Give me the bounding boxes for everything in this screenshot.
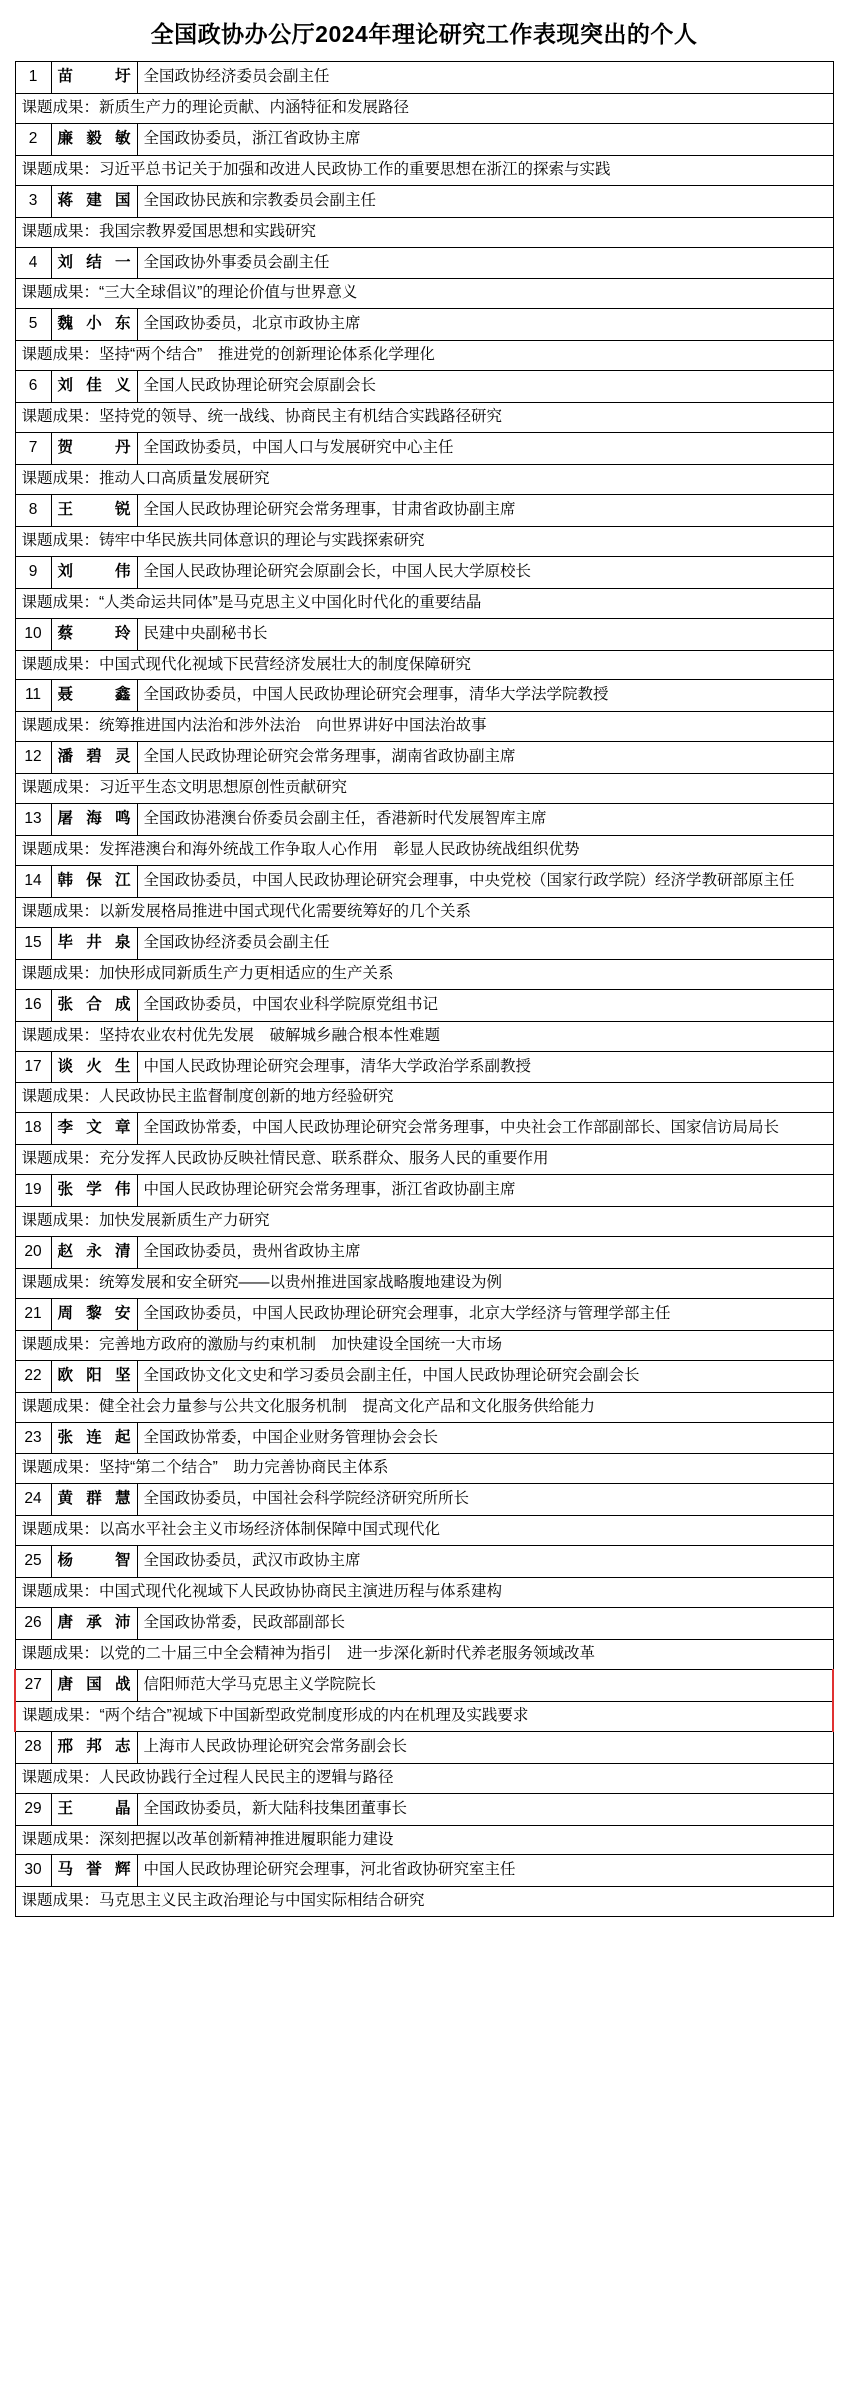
result-row xyxy=(15,650,833,680)
person-title: 全国人民政协理论研究会常务理事，湖南省政协副主席 xyxy=(137,742,833,774)
result-cell xyxy=(15,403,833,433)
result-row xyxy=(15,959,833,989)
result-cell xyxy=(15,1145,833,1175)
result-row xyxy=(15,341,833,371)
table-body xyxy=(15,62,833,1917)
person-title: 全国政协委员，北京市政协主席 xyxy=(137,309,833,341)
result-text: “人类命运共同体”是马克思主义中国化时代化的重要结晶 xyxy=(99,593,482,611)
result-label: 课题成果： xyxy=(21,902,100,920)
row-number: 27 xyxy=(15,1669,51,1701)
result-text: 我国宗教界爱国思想和实践研究 xyxy=(99,222,317,240)
result-row xyxy=(15,1083,833,1113)
person-name: 邢邦志 xyxy=(51,1731,137,1763)
result-row xyxy=(15,464,833,494)
result-text: 完善地方政府的激励与约束机制 加快建设全国统一大市场 xyxy=(99,1335,503,1353)
person-title: 全国人民政协理论研究会原副会长，中国人民大学原校长 xyxy=(137,556,833,588)
person-title: 全国政协委员，武汉市政协主席 xyxy=(137,1546,833,1578)
result-text: 统筹发展和安全研究——以贵州推进国家战略腹地建设为例 xyxy=(99,1273,503,1291)
table-row xyxy=(15,1113,833,1145)
table-row xyxy=(15,556,833,588)
person-title: 全国政协经济委员会副主任 xyxy=(137,62,833,94)
person-title: 全国政协委员，中国人民政协理论研究会理事，清华大学法学院教授 xyxy=(137,680,833,712)
result-text: 新质生产力的理论贡献、内涵特征和发展路径 xyxy=(99,98,410,116)
result-text: 习近平生态文明思想原创性贡献研究 xyxy=(99,779,348,797)
result-row xyxy=(15,1268,833,1298)
table-row xyxy=(15,1422,833,1454)
table-row xyxy=(15,865,833,897)
person-name: 刘结一 xyxy=(51,247,137,279)
person-name: 张连起 xyxy=(51,1422,137,1454)
person-name: 李文章 xyxy=(51,1113,137,1145)
row-number: 23 xyxy=(15,1422,51,1454)
result-row xyxy=(15,403,833,433)
result-text: 深刻把握以改革创新精神推进履职能力建设 xyxy=(99,1830,394,1848)
row-number: 17 xyxy=(15,1051,51,1083)
table-row xyxy=(15,62,833,94)
result-row xyxy=(15,1330,833,1360)
row-number: 19 xyxy=(15,1175,51,1207)
result-row xyxy=(15,279,833,309)
table-row xyxy=(15,927,833,959)
person-title: 全国政协委员，中国人口与发展研究中心主任 xyxy=(137,433,833,465)
result-cell xyxy=(15,897,833,927)
table-row xyxy=(15,309,833,341)
person-name: 蔡 玲 xyxy=(51,618,137,650)
result-label: 课题成果： xyxy=(21,1583,100,1601)
individuals-table xyxy=(14,61,834,1917)
person-title: 信阳师范大学马克思主义学院院长 xyxy=(137,1669,833,1701)
result-label: 课题成果： xyxy=(21,98,100,116)
result-label: 课题成果： xyxy=(21,1768,100,1786)
result-cell xyxy=(15,155,833,185)
result-cell xyxy=(15,1887,833,1917)
row-number: 6 xyxy=(15,371,51,403)
result-text: 加快发展新质生产力研究 xyxy=(99,1212,270,1230)
row-number: 18 xyxy=(15,1113,51,1145)
result-label: 课题成果： xyxy=(21,1397,100,1415)
person-name: 魏小东 xyxy=(51,309,137,341)
result-text: 以高水平社会主义市场经济体制保障中国式现代化 xyxy=(99,1521,441,1539)
person-title: 民建中央副秘书长 xyxy=(137,618,833,650)
person-title: 全国政协外事委员会副主任 xyxy=(137,247,833,279)
table-row xyxy=(15,1237,833,1269)
result-cell xyxy=(15,1268,833,1298)
person-title: 全国人民政协理论研究会常务理事，甘肃省政协副主席 xyxy=(137,494,833,526)
row-number: 14 xyxy=(15,865,51,897)
table-row xyxy=(15,1546,833,1578)
person-name: 苗 圩 xyxy=(51,62,137,94)
result-label: 课题成果： xyxy=(21,1645,100,1663)
result-label: 课题成果： xyxy=(21,1273,100,1291)
result-row xyxy=(15,93,833,123)
row-number: 4 xyxy=(15,247,51,279)
result-label: 课题成果： xyxy=(21,1026,100,1044)
result-cell xyxy=(15,464,833,494)
result-cell xyxy=(15,1083,833,1113)
result-text: 坚持“两个结合” 推进党的创新理论体系化学理化 xyxy=(99,346,435,364)
person-name: 张合成 xyxy=(51,989,137,1021)
result-label: 课题成果： xyxy=(21,408,100,426)
result-row xyxy=(15,1640,833,1670)
result-label: 课题成果： xyxy=(21,284,100,302)
table-row xyxy=(15,185,833,217)
result-text: 坚持“第二个结合” 助力完善协商民主体系 xyxy=(99,1459,389,1477)
person-title: 全国政协常委，中国人民政协理论研究会常务理事，中央社会工作部副部长、国家信访局局长 xyxy=(137,1113,833,1145)
table-row xyxy=(15,494,833,526)
result-text: 以新发展格局推进中国式现代化需要统筹好的几个关系 xyxy=(99,902,472,920)
table-row xyxy=(15,1298,833,1330)
result-label: 课题成果： xyxy=(21,1212,100,1230)
result-row xyxy=(15,1825,833,1855)
row-number: 7 xyxy=(15,433,51,465)
result-label: 课题成果： xyxy=(21,1150,100,1168)
result-text: 马克思主义民主政治理论与中国实际相结合研究 xyxy=(99,1892,425,1910)
person-title: 全国政协文化文史和学习委员会副主任，中国人民政协理论研究会副会长 xyxy=(137,1360,833,1392)
person-title: 中国人民政协理论研究会理事，清华大学政治学系副教授 xyxy=(137,1051,833,1083)
person-title: 全国人民政协理论研究会原副会长 xyxy=(137,371,833,403)
result-row xyxy=(15,836,833,866)
person-title: 上海市人民政协理论研究会常务副会长 xyxy=(137,1731,833,1763)
result-cell xyxy=(15,217,833,247)
row-number: 28 xyxy=(15,1731,51,1763)
result-label: 课题成果： xyxy=(21,841,100,859)
person-name: 刘 伟 xyxy=(51,556,137,588)
result-row xyxy=(15,1021,833,1051)
person-name: 谈火生 xyxy=(51,1051,137,1083)
result-text: 中国式现代化视域下人民政协协商民主演进历程与体系建构 xyxy=(99,1583,503,1601)
result-text: 坚持农业农村优先发展 破解城乡融合根本性难题 xyxy=(99,1026,441,1044)
person-name: 马誉辉 xyxy=(51,1855,137,1887)
result-label: 课题成果： xyxy=(21,1521,100,1539)
result-cell xyxy=(15,588,833,618)
person-name: 杨 智 xyxy=(51,1546,137,1578)
result-row xyxy=(15,1454,833,1484)
row-number: 10 xyxy=(15,618,51,650)
table-row xyxy=(15,1175,833,1207)
result-cell xyxy=(15,93,833,123)
table-row xyxy=(15,1855,833,1887)
result-cell xyxy=(15,341,833,371)
result-row xyxy=(15,1392,833,1422)
result-label: 课题成果： xyxy=(21,1335,100,1353)
result-label: 课题成果： xyxy=(21,531,100,549)
row-number: 24 xyxy=(15,1484,51,1516)
result-text: 铸牢中华民族共同体意识的理论与实践探索研究 xyxy=(99,531,425,549)
person-title: 全国政协委员，中国社会科学院经济研究所所长 xyxy=(137,1484,833,1516)
row-number: 3 xyxy=(15,185,51,217)
person-title: 全国政协常委，民政部副部长 xyxy=(137,1608,833,1640)
result-label: 课题成果： xyxy=(21,964,100,982)
result-cell xyxy=(15,1701,833,1731)
person-name: 潘碧灵 xyxy=(51,742,137,774)
person-name: 屠海鸣 xyxy=(51,804,137,836)
result-text: 坚持党的领导、统一战线、协商民主有机结合实践路径研究 xyxy=(99,408,503,426)
result-cell xyxy=(15,1021,833,1051)
person-title: 中国人民政协理论研究会理事，河北省政协研究室主任 xyxy=(137,1855,833,1887)
person-name: 贺 丹 xyxy=(51,433,137,465)
result-cell xyxy=(15,1640,833,1670)
person-title: 全国政协委员，贵州省政协主席 xyxy=(137,1237,833,1269)
result-row xyxy=(15,1763,833,1793)
result-text: 以党的二十届三中全会精神为指引 进一步深化新时代养老服务领域改革 xyxy=(99,1645,596,1663)
table-row xyxy=(15,1793,833,1825)
result-label: 课题成果： xyxy=(21,655,100,673)
result-label: 课题成果： xyxy=(21,160,100,178)
row-number: 21 xyxy=(15,1298,51,1330)
result-cell xyxy=(15,959,833,989)
person-name: 王 晶 xyxy=(51,1793,137,1825)
table-row xyxy=(15,618,833,650)
person-title: 全国政协常委，中国企业财务管理协会会长 xyxy=(137,1422,833,1454)
result-cell xyxy=(15,1392,833,1422)
result-text: 中国式现代化视域下民营经济发展壮大的制度保障研究 xyxy=(99,655,472,673)
person-name: 唐承沛 xyxy=(51,1608,137,1640)
person-title: 全国政协委员，中国农业科学院原党组书记 xyxy=(137,989,833,1021)
table-row xyxy=(15,742,833,774)
result-row xyxy=(15,897,833,927)
result-text: 健全社会力量参与公共文化服务机制 提高文化产品和文化服务供给能力 xyxy=(99,1397,596,1415)
person-name: 聂 鑫 xyxy=(51,680,137,712)
person-name: 唐国战 xyxy=(51,1669,137,1701)
result-label: 课题成果： xyxy=(21,1088,100,1106)
row-number: 9 xyxy=(15,556,51,588)
result-label: 课题成果： xyxy=(21,469,100,487)
person-name: 韩保江 xyxy=(51,865,137,897)
result-cell xyxy=(15,1578,833,1608)
person-title: 全国政协港澳台侨委员会副主任，香港新时代发展智库主席 xyxy=(137,804,833,836)
result-row xyxy=(15,1516,833,1546)
person-name: 王 锐 xyxy=(51,494,137,526)
result-row xyxy=(15,774,833,804)
person-name: 黄群慧 xyxy=(51,1484,137,1516)
page-title: 全国政协办公厅2024年理论研究工作表现突出的个人 xyxy=(150,21,698,47)
result-label: 课题成果： xyxy=(21,1830,100,1848)
row-number: 13 xyxy=(15,804,51,836)
table-row xyxy=(15,680,833,712)
row-number: 30 xyxy=(15,1855,51,1887)
person-title: 中国人民政协理论研究会常务理事，浙江省政协副主席 xyxy=(137,1175,833,1207)
person-name: 欧阳坚 xyxy=(51,1360,137,1392)
table-row xyxy=(15,1731,833,1763)
row-number: 11 xyxy=(15,680,51,712)
row-number: 22 xyxy=(15,1360,51,1392)
result-row xyxy=(15,1207,833,1237)
person-title: 全国政协民族和宗教委员会副主任 xyxy=(137,185,833,217)
result-cell xyxy=(15,1330,833,1360)
person-title: 全国政协经济委员会副主任 xyxy=(137,927,833,959)
result-text: “三大全球倡议”的理论价值与世界意义 xyxy=(99,284,358,302)
table-row-highlighted xyxy=(15,1669,833,1701)
result-text: 加快形成同新质生产力更相适应的生产关系 xyxy=(99,964,394,982)
result-text: 发挥港澳台和海外统战工作争取人心作用 彰显人民政协统战组织优势 xyxy=(99,841,580,859)
result-row xyxy=(15,526,833,556)
table-row xyxy=(15,1360,833,1392)
result-label: 课题成果： xyxy=(22,1706,100,1724)
table-row xyxy=(15,123,833,155)
row-number: 12 xyxy=(15,742,51,774)
result-row-highlighted xyxy=(15,1701,833,1731)
table-row xyxy=(15,989,833,1021)
result-row xyxy=(15,588,833,618)
result-label: 课题成果： xyxy=(21,1459,100,1477)
result-text: 充分发挥人民政协反映社情民意、联系群众、服务人民的重要作用 xyxy=(99,1150,549,1168)
result-label: 课题成果： xyxy=(21,222,100,240)
result-cell xyxy=(15,1454,833,1484)
table-row xyxy=(15,1484,833,1516)
result-label: 课题成果： xyxy=(21,779,100,797)
row-number: 5 xyxy=(15,309,51,341)
row-number: 26 xyxy=(15,1608,51,1640)
person-title: 全国政协委员，中国人民政协理论研究会理事，北京大学经济与管理学部主任 xyxy=(137,1298,833,1330)
result-label: 课题成果： xyxy=(21,346,100,364)
result-text: 推动人口高质量发展研究 xyxy=(99,469,270,487)
person-name: 周黎安 xyxy=(51,1298,137,1330)
result-cell xyxy=(15,526,833,556)
result-cell xyxy=(15,1763,833,1793)
table-row xyxy=(15,371,833,403)
result-row xyxy=(15,1578,833,1608)
result-row xyxy=(15,712,833,742)
row-number: 16 xyxy=(15,989,51,1021)
result-text: 人民政协民主监督制度创新的地方经验研究 xyxy=(99,1088,394,1106)
result-cell xyxy=(15,279,833,309)
result-text: “两个结合”视域下中国新型政党制度形成的内在机理及实践要求 xyxy=(99,1706,529,1724)
result-cell xyxy=(15,1825,833,1855)
result-cell xyxy=(15,712,833,742)
result-cell xyxy=(15,1207,833,1237)
result-text: 习近平总书记关于加强和改进人民政协工作的重要思想在浙江的探索与实践 xyxy=(99,160,611,178)
row-number: 15 xyxy=(15,927,51,959)
result-cell xyxy=(15,650,833,680)
result-label: 课题成果： xyxy=(21,1892,100,1910)
result-label: 课题成果： xyxy=(21,717,100,735)
result-text: 统筹推进国内法治和涉外法治 向世界讲好中国法治故事 xyxy=(99,717,487,735)
table-row xyxy=(15,1608,833,1640)
result-row xyxy=(15,1887,833,1917)
table-row xyxy=(15,1051,833,1083)
person-name: 毕井泉 xyxy=(51,927,137,959)
result-cell xyxy=(15,836,833,866)
person-name: 蒋建国 xyxy=(51,185,137,217)
person-name: 廉毅敏 xyxy=(51,123,137,155)
person-name: 张学伟 xyxy=(51,1175,137,1207)
result-cell xyxy=(15,774,833,804)
person-title: 全国政协委员，新大陆科技集团董事长 xyxy=(137,1793,833,1825)
result-text: 人民政协践行全过程人民民主的逻辑与路径 xyxy=(99,1768,394,1786)
result-row xyxy=(15,1145,833,1175)
row-number: 20 xyxy=(15,1237,51,1269)
table-row xyxy=(15,433,833,465)
table-row xyxy=(15,804,833,836)
person-name: 赵永清 xyxy=(51,1237,137,1269)
result-row xyxy=(15,217,833,247)
table-row xyxy=(15,247,833,279)
row-number: 2 xyxy=(15,123,51,155)
result-row xyxy=(15,155,833,185)
row-number: 25 xyxy=(15,1546,51,1578)
person-name: 刘佳义 xyxy=(51,371,137,403)
result-label: 课题成果： xyxy=(21,593,100,611)
row-number: 1 xyxy=(15,62,51,94)
person-title: 全国政协委员，中国人民政协理论研究会理事，中央党校（国家行政学院）经济学教研部原主任 xyxy=(137,865,833,897)
row-number: 29 xyxy=(15,1793,51,1825)
row-number: 8 xyxy=(15,494,51,526)
person-title: 全国政协委员，浙江省政协主席 xyxy=(137,123,833,155)
result-cell xyxy=(15,1516,833,1546)
